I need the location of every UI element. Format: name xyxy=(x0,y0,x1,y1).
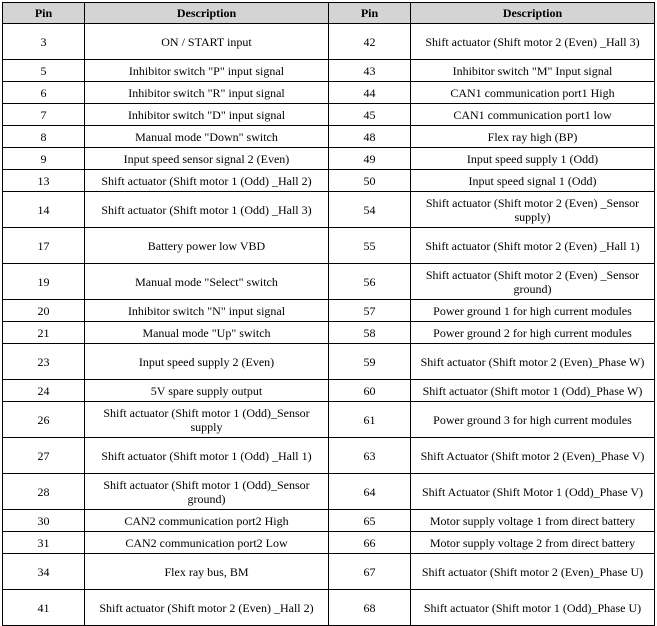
cell-pin-left: 30 xyxy=(3,510,85,532)
cell-pin-right: 61 xyxy=(329,402,411,438)
cell-description-right: Power ground 3 for high current modules xyxy=(411,402,655,438)
header-pin-left: Pin xyxy=(3,3,85,24)
cell-description-right: Shift actuator (Shift motor 1 (Odd)_Phase W) xyxy=(411,380,655,402)
cell-pin-right: 59 xyxy=(329,344,411,380)
cell-pin-left: 24 xyxy=(3,380,85,402)
cell-pin-right: 65 xyxy=(329,510,411,532)
cell-pin-left: 27 xyxy=(3,438,85,474)
cell-description-left: Manual mode "Up" switch xyxy=(85,322,329,344)
cell-pin-right: 67 xyxy=(329,554,411,590)
cell-pin-right: 57 xyxy=(329,300,411,322)
header-description-left: Description xyxy=(85,3,329,24)
cell-pin-left: 8 xyxy=(3,126,85,148)
cell-description-right: Input speed signal 1 (Odd) xyxy=(411,170,655,192)
table-row xyxy=(3,402,655,438)
cell-description-left: Flex ray bus, BM xyxy=(85,554,329,590)
table-row xyxy=(3,24,655,60)
table-row xyxy=(3,300,655,322)
cell-pin-left: 14 xyxy=(3,192,85,228)
cell-pin-right: 68 xyxy=(329,590,411,626)
cell-pin-right: 66 xyxy=(329,532,411,554)
cell-description-right: Shift actuator (Shift motor 2 (Even)_Phase W) xyxy=(411,344,655,380)
table-row xyxy=(3,554,655,590)
cell-pin-left: 28 xyxy=(3,474,85,510)
cell-description-right: Motor supply voltage 1 from direct battery xyxy=(411,510,655,532)
cell-pin-left: 31 xyxy=(3,532,85,554)
cell-description-left: CAN2 communication port2 High xyxy=(85,510,329,532)
cell-pin-right: 64 xyxy=(329,474,411,510)
cell-pin-left: 41 xyxy=(3,590,85,626)
cell-description-left: Manual mode "Select" switch xyxy=(85,264,329,300)
table-row xyxy=(3,532,655,554)
cell-description-left: Input speed sensor signal 2 (Even) xyxy=(85,148,329,170)
cell-description-left: Shift actuator (Shift motor 2 (Even) _Hall 2) xyxy=(85,590,329,626)
cell-description-right: CAN1 communication port1 low xyxy=(411,104,655,126)
cell-description-left: Shift actuator (Shift motor 1 (Odd) _Hall 3) xyxy=(85,192,329,228)
cell-description-right: Shift actuator (Shift motor 2 (Even) _Hall 1) xyxy=(411,228,655,264)
cell-description-left: Shift actuator (Shift motor 1 (Odd)_Sensor supply xyxy=(85,402,329,438)
cell-description-right: Power ground 2 for high current modules xyxy=(411,322,655,344)
cell-pin-left: 19 xyxy=(3,264,85,300)
cell-description-right: Shift actuator (Shift motor 1 (Odd)_Phase U) xyxy=(411,590,655,626)
cell-pin-right: 56 xyxy=(329,264,411,300)
table-row xyxy=(3,126,655,148)
cell-description-right: Shift actuator (Shift motor 2 (Even)_Phase U) xyxy=(411,554,655,590)
cell-description-left: Manual mode "Down" switch xyxy=(85,126,329,148)
cell-pin-right: 44 xyxy=(329,82,411,104)
cell-pin-right: 45 xyxy=(329,104,411,126)
table-row xyxy=(3,82,655,104)
table-row xyxy=(3,192,655,228)
cell-description-left: Inhibitor switch "D" input signal xyxy=(85,104,329,126)
cell-description-right: Shift actuator (Shift motor 2 (Even) _Sensor ground) xyxy=(411,264,655,300)
cell-pin-left: 17 xyxy=(3,228,85,264)
cell-pin-right: 58 xyxy=(329,322,411,344)
cell-pin-left: 26 xyxy=(3,402,85,438)
cell-description-right: Motor supply voltage 2 from direct battery xyxy=(411,532,655,554)
table-row xyxy=(3,228,655,264)
table-row xyxy=(3,438,655,474)
cell-pin-left: 13 xyxy=(3,170,85,192)
cell-pin-left: 34 xyxy=(3,554,85,590)
cell-description-right: Shift Actuator (Shift Motor 1 (Odd)_Phase V) xyxy=(411,474,655,510)
pin-description-table xyxy=(2,2,655,626)
cell-pin-right: 63 xyxy=(329,438,411,474)
header-pin-right: Pin xyxy=(329,3,411,24)
cell-description-left: Shift actuator (Shift motor 1 (Odd) _Hall 2) xyxy=(85,170,329,192)
cell-description-right: Power ground 1 for high current modules xyxy=(411,300,655,322)
table-row xyxy=(3,264,655,300)
cell-description-right: Input speed supply 1 (Odd) xyxy=(411,148,655,170)
cell-pin-left: 9 xyxy=(3,148,85,170)
cell-description-right: Shift Actuator (Shift motor 2 (Even)_Phase V) xyxy=(411,438,655,474)
cell-pin-right: 42 xyxy=(329,24,411,60)
cell-description-left: ON / START input xyxy=(85,24,329,60)
table-row xyxy=(3,344,655,380)
table-body xyxy=(3,24,655,626)
cell-pin-right: 50 xyxy=(329,170,411,192)
cell-description-left: 5V spare supply output xyxy=(85,380,329,402)
cell-description-left: Shift actuator (Shift motor 1 (Odd)_Sensor ground) xyxy=(85,474,329,510)
cell-description-left: Inhibitor switch "P" input signal xyxy=(85,60,329,82)
cell-pin-right: 43 xyxy=(329,60,411,82)
cell-description-left: Input speed supply 2 (Even) xyxy=(85,344,329,380)
cell-description-right: CAN1 communication port1 High xyxy=(411,82,655,104)
cell-pin-left: 7 xyxy=(3,104,85,126)
header-description-right: Description xyxy=(411,3,655,24)
cell-pin-right: 54 xyxy=(329,192,411,228)
cell-description-right: Flex ray high (BP) xyxy=(411,126,655,148)
cell-description-left: Inhibitor switch "R" input signal xyxy=(85,82,329,104)
cell-description-right: Shift actuator (Shift motor 2 (Even) _Hall 3) xyxy=(411,24,655,60)
cell-description-right: Inhibitor switch "M" Input signal xyxy=(411,60,655,82)
table-row xyxy=(3,104,655,126)
cell-description-right: Shift actuator (Shift motor 2 (Even) _Sensor supply) xyxy=(411,192,655,228)
table-row xyxy=(3,322,655,344)
cell-description-left: CAN2 communication port2 Low xyxy=(85,532,329,554)
table-row xyxy=(3,510,655,532)
cell-pin-left: 20 xyxy=(3,300,85,322)
cell-description-left: Inhibitor switch "N" input signal xyxy=(85,300,329,322)
table-row xyxy=(3,380,655,402)
cell-pin-left: 6 xyxy=(3,82,85,104)
cell-pin-right: 55 xyxy=(329,228,411,264)
cell-pin-left: 3 xyxy=(3,24,85,60)
cell-pin-left: 23 xyxy=(3,344,85,380)
table-row xyxy=(3,148,655,170)
cell-description-left: Shift actuator (Shift motor 1 (Odd) _Hall 1) xyxy=(85,438,329,474)
table-row xyxy=(3,474,655,510)
cell-pin-right: 48 xyxy=(329,126,411,148)
cell-description-left: Battery power low VBD xyxy=(85,228,329,264)
cell-pin-left: 21 xyxy=(3,322,85,344)
table-row xyxy=(3,590,655,626)
header-row xyxy=(3,3,655,24)
cell-pin-right: 60 xyxy=(329,380,411,402)
table-row xyxy=(3,170,655,192)
cell-pin-left: 5 xyxy=(3,60,85,82)
cell-pin-right: 49 xyxy=(329,148,411,170)
table-row xyxy=(3,60,655,82)
